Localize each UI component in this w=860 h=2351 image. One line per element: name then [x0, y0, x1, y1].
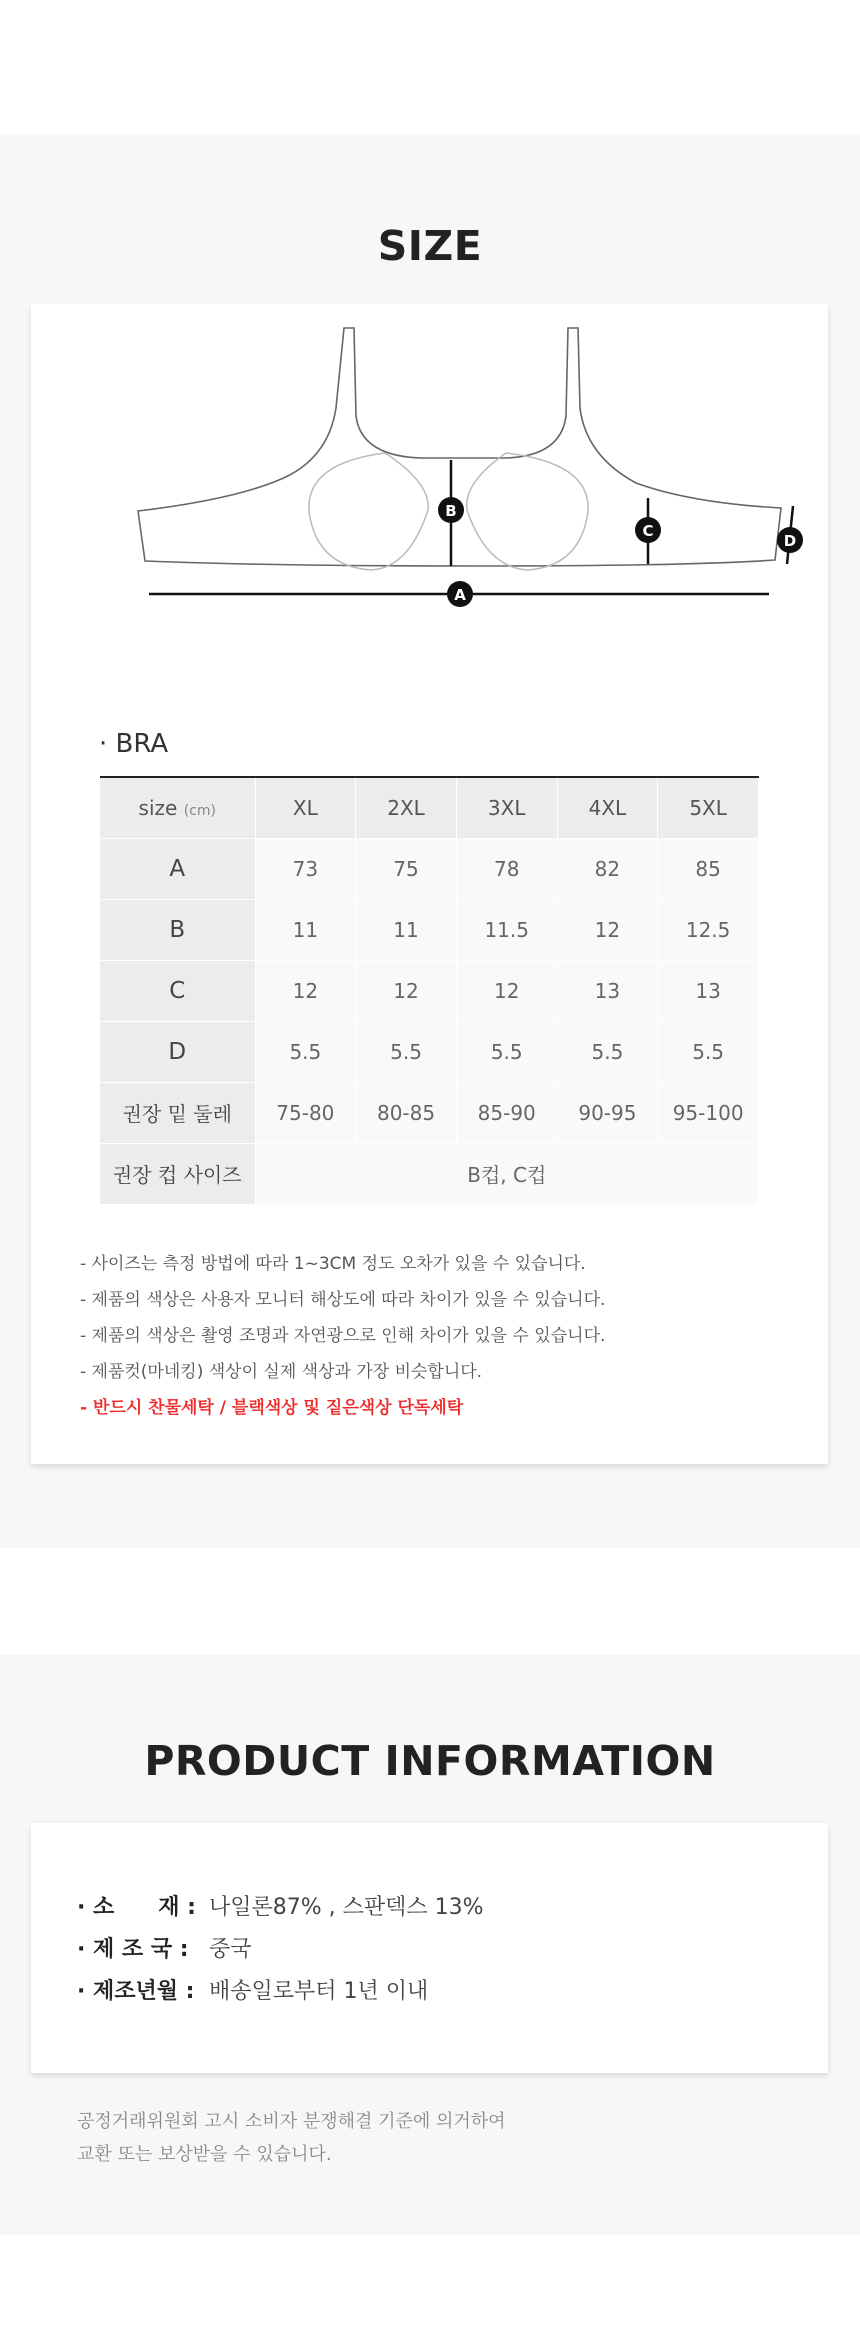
table-cell: 11	[356, 899, 457, 960]
svg-text:C: C	[642, 522, 654, 540]
table-cell: 95-100	[658, 1082, 759, 1143]
table-cell: 12	[557, 899, 658, 960]
info-list	[77, 1887, 484, 2013]
size-header-label: size	[138, 795, 178, 820]
marker-a	[447, 581, 473, 607]
info-value: 나일론87% , 스판덱스 13%	[209, 1895, 484, 1920]
table-cell: 13	[557, 960, 658, 1021]
svg-text:D: D	[783, 532, 797, 550]
table-cell: 12.5	[658, 899, 759, 960]
wash-warning: - 반드시 찬물세탁 / 블랙색상 및 짙은색상 단독세탁	[80, 1398, 464, 1418]
bra-table-caption: · BRA	[99, 729, 169, 759]
svg-text:B: B	[445, 502, 457, 520]
table-row	[100, 838, 759, 899]
table-row	[100, 1021, 759, 1082]
table-cell: 80-85	[356, 1082, 457, 1143]
table-cell: 11.5	[456, 899, 557, 960]
info-row-manufacture-date	[77, 1971, 484, 2013]
table-corner-cell	[100, 777, 255, 838]
marker-b	[438, 497, 464, 523]
table-cell: 5.5	[356, 1021, 457, 1082]
table-cell: 75-80	[255, 1082, 356, 1143]
table-cell: 90-95	[557, 1082, 658, 1143]
row-label: A	[100, 838, 255, 899]
table-cell: 73	[255, 838, 356, 899]
table-row	[100, 899, 759, 960]
column-header: 2XL	[356, 777, 457, 838]
info-row-origin	[77, 1929, 484, 1971]
svg-text:A: A	[454, 586, 466, 604]
table-cell: 75	[356, 838, 457, 899]
marker-c	[635, 517, 661, 543]
column-header: 4XL	[557, 777, 658, 838]
table-cell: 5.5	[456, 1021, 557, 1082]
table-cell: 12	[456, 960, 557, 1021]
table-cell: 82	[557, 838, 658, 899]
table-cell: 12	[255, 960, 356, 1021]
row-label: B	[100, 899, 255, 960]
table-header-row	[100, 777, 759, 838]
table-cell: 5.5	[557, 1021, 658, 1082]
table-cell: 5.5	[658, 1021, 759, 1082]
note-line: - 제품컷(마네킹) 색상이 실제 색상과 가장 비슷합니다.	[80, 1362, 483, 1382]
size-notes	[80, 1246, 605, 1426]
column-header: XL	[255, 777, 356, 838]
row-label: D	[100, 1021, 255, 1082]
table-row	[100, 960, 759, 1021]
product-info-title: PRODUCT INFORMATION	[144, 1737, 716, 1785]
table-cell: 13	[658, 960, 759, 1021]
info-row-material	[77, 1887, 484, 1929]
table-cell: 78	[456, 838, 557, 899]
info-key: · 제 조 국 :	[77, 1937, 189, 1962]
table-row	[100, 1082, 759, 1143]
note-line: - 제품의 색상은 사용자 모니터 해상도에 따라 차이가 있을 수 있습니다.	[80, 1290, 606, 1310]
cup-size-value: B컵, C컵	[255, 1143, 759, 1204]
table-cell: 85-90	[456, 1082, 557, 1143]
info-value: 배송일로부터 1년 이내	[209, 1979, 429, 2004]
note-line: - 제품의 색상은 촬영 조명과 자연광으로 인해 차이가 있을 수 있습니다.	[80, 1326, 606, 1346]
row-label: C	[100, 960, 255, 1021]
size-table	[100, 776, 759, 1205]
column-header: 5XL	[658, 777, 759, 838]
table-cell: 12	[356, 960, 457, 1021]
footnote-line: 공정거래위원회 고시 소비자 분쟁해결 기준에 의거하여	[77, 2111, 506, 2132]
size-header-unit: (cm)	[183, 802, 216, 819]
product-info-card	[31, 1823, 828, 2073]
table-row-cup-size	[100, 1143, 759, 1204]
bra-size-diagram	[91, 328, 797, 678]
table-cell: 5.5	[255, 1021, 356, 1082]
bra-outline	[138, 328, 781, 566]
info-value: 중국	[209, 1937, 252, 1962]
size-section	[0, 134, 860, 1548]
size-title: SIZE	[377, 222, 483, 270]
consumer-footnote	[77, 2105, 506, 2171]
footnote-line: 교환 또는 보상받을 수 있습니다.	[77, 2144, 332, 2165]
table-cell: 85	[658, 838, 759, 899]
marker-d	[777, 527, 803, 553]
column-header: 3XL	[456, 777, 557, 838]
row-label: 권장 밑 둘레	[100, 1082, 255, 1143]
info-key: · 제조년월 :	[77, 1979, 195, 2004]
size-card	[31, 304, 828, 1464]
row-label: 권장 컵 사이즈	[100, 1143, 255, 1204]
note-line: - 사이즈는 측정 방법에 따라 1~3CM 정도 오차가 있을 수 있습니다.	[80, 1254, 586, 1274]
product-info-section	[0, 1655, 860, 2235]
table-cell: 11	[255, 899, 356, 960]
info-key: · 소 재 :	[77, 1895, 196, 1920]
